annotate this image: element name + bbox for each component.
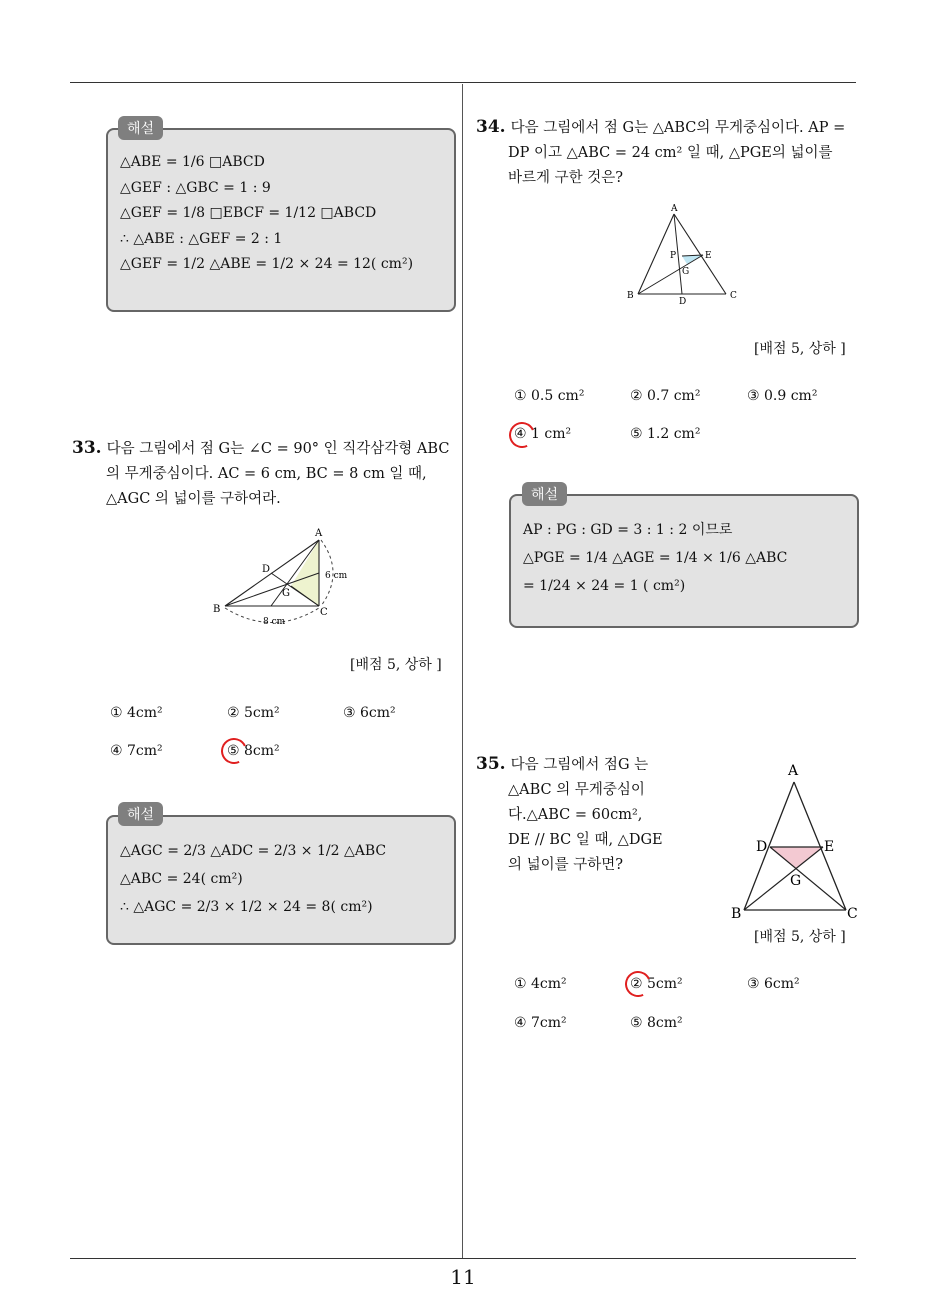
label-ac-length: 6 cm (325, 571, 348, 581)
option-3[interactable]: ③ 0.9 cm² (747, 388, 818, 404)
question-34 (476, 116, 861, 191)
option-3[interactable]: ③ 6cm² (747, 976, 800, 992)
figure-q35 (728, 760, 868, 925)
solution-line: △AGC = 2/3 △ADC = 2/3 × 1/2 △ABC (120, 843, 387, 859)
label-g: G (282, 588, 290, 599)
option-1[interactable]: ① 4cm² (110, 705, 163, 721)
option-1[interactable]: ① 4cm² (514, 976, 567, 992)
question-text-line: 다음 그림에서 점 G는 △ABC의 무게중심이다. AP = (510, 120, 846, 136)
label-c: C (320, 607, 328, 618)
shaded-triangle-dge (770, 847, 823, 868)
solution-line: AP : PG : GD = 3 : 1 : 2 이므로 (523, 522, 733, 538)
question-text-line: 다.△ABC = 60cm², (508, 807, 643, 823)
answer-mark-circle (217, 734, 250, 767)
solution-tag-2: 해설 (118, 802, 163, 826)
solution-line: ∴ △ABE : △GEF = 2 : 1 (120, 230, 283, 247)
question-33 (72, 437, 457, 512)
question-number: 34. (476, 117, 506, 137)
label-bc-length: 8 cm (263, 617, 286, 627)
question-text-line: DP 이고 △ABC = 24 cm² 일 때, △PGE의 넓이를 (508, 145, 833, 161)
option-2[interactable]: ② 5cm² (227, 705, 280, 721)
option-5[interactable]: ⑤ 8cm² (227, 743, 280, 759)
solution-box-2 (106, 815, 456, 945)
question-text-line: 바르게 구한 것은? (508, 170, 624, 186)
label-g: G (682, 267, 690, 277)
option-5[interactable]: ⑤ 8cm² (630, 1015, 683, 1031)
solution-line: △GEF = 1/2 △ABE = 1/2 × 24 = 12( cm²) (120, 256, 414, 272)
option-3[interactable]: ③ 6cm² (343, 705, 396, 721)
solution-line: △GEF = 1/8 □EBCF = 1/12 □ABCD (120, 205, 377, 221)
question-35 (476, 753, 716, 878)
label-c: C (730, 291, 737, 301)
page-number: 11 (450, 1265, 476, 1289)
label-p: P (670, 251, 677, 261)
top-rule (70, 82, 856, 83)
question-text-line: △ABC 의 무게중심이 (508, 782, 645, 798)
label-b: B (213, 604, 221, 615)
bottom-rule (70, 1258, 856, 1259)
option-1[interactable]: ① 0.5 cm² (514, 388, 585, 404)
label-b: B (731, 906, 742, 922)
label-d: D (756, 839, 768, 855)
label-a: A (671, 204, 678, 214)
label-e: E (705, 251, 712, 261)
score-q34: [배점 5, 상하 ] (754, 341, 846, 357)
label-a: A (315, 528, 323, 539)
question-text-line: △AGC 의 넓이를 구하여라. (106, 491, 281, 507)
label-e: E (824, 839, 835, 855)
solution-line: △ABE = 1/6 □ABCD (120, 154, 265, 170)
solution-line: ∴ △AGC = 2/3 × 1/2 × 24 = 8( cm²) (120, 899, 373, 915)
solution-tag-1: 해설 (118, 116, 163, 140)
solution-3-body (523, 516, 787, 600)
label-d: D (679, 297, 687, 307)
question-text-line: 다음 그림에서 점 G는 ∠C = 90° 인 직각삼각형 ABC (106, 441, 450, 457)
question-text-line: 의 넓이를 구하면? (508, 857, 624, 873)
label-g: G (790, 873, 802, 889)
figure-q33 (205, 522, 355, 627)
option-4[interactable]: ④ 7cm² (110, 743, 163, 759)
score-q33: [배점 5, 상하 ] (350, 657, 442, 673)
solution-1-body (120, 150, 413, 278)
label-c: C (847, 906, 858, 922)
solution-tag-3: 해설 (522, 482, 567, 506)
label-a: A (788, 763, 799, 779)
question-text-line: 의 무게중심이다. AC = 6 cm, BC = 8 cm 일 때, (106, 466, 427, 482)
solution-line: △ABC = 24( cm²) (120, 871, 243, 887)
option-2[interactable]: ② 0.7 cm² (630, 388, 701, 404)
solution-line: △PGE = 1/4 △AGE = 1/4 × 1/6 △ABC (523, 550, 788, 566)
option-4[interactable]: ④ 1 cm² (514, 426, 572, 442)
question-text-line: DE // BC 일 때, △DGE (508, 832, 663, 848)
answer-mark-circle (505, 418, 538, 451)
option-5[interactable]: ⑤ 1.2 cm² (630, 426, 701, 442)
label-b: B (627, 291, 634, 301)
label-d: D (262, 564, 271, 575)
score-q35: [배점 5, 상하 ] (754, 929, 846, 945)
option-2[interactable]: ② 5cm² (630, 976, 683, 992)
solution-line: △GEF : △GBC = 1 : 9 (120, 179, 271, 196)
question-number: 33. (72, 438, 102, 458)
question-number: 35. (476, 754, 506, 774)
solution-2-body (120, 837, 386, 921)
column-divider (462, 84, 463, 1258)
option-4[interactable]: ④ 7cm² (514, 1015, 567, 1031)
figure-q34 (622, 200, 752, 310)
solution-line: = 1/24 × 24 = 1 ( cm²) (523, 578, 686, 594)
solution-box-1 (106, 128, 456, 312)
answer-mark-circle (621, 967, 654, 1000)
question-text-line: 다음 그림에서 점G 는 (510, 757, 649, 773)
solution-box-3 (509, 494, 859, 628)
